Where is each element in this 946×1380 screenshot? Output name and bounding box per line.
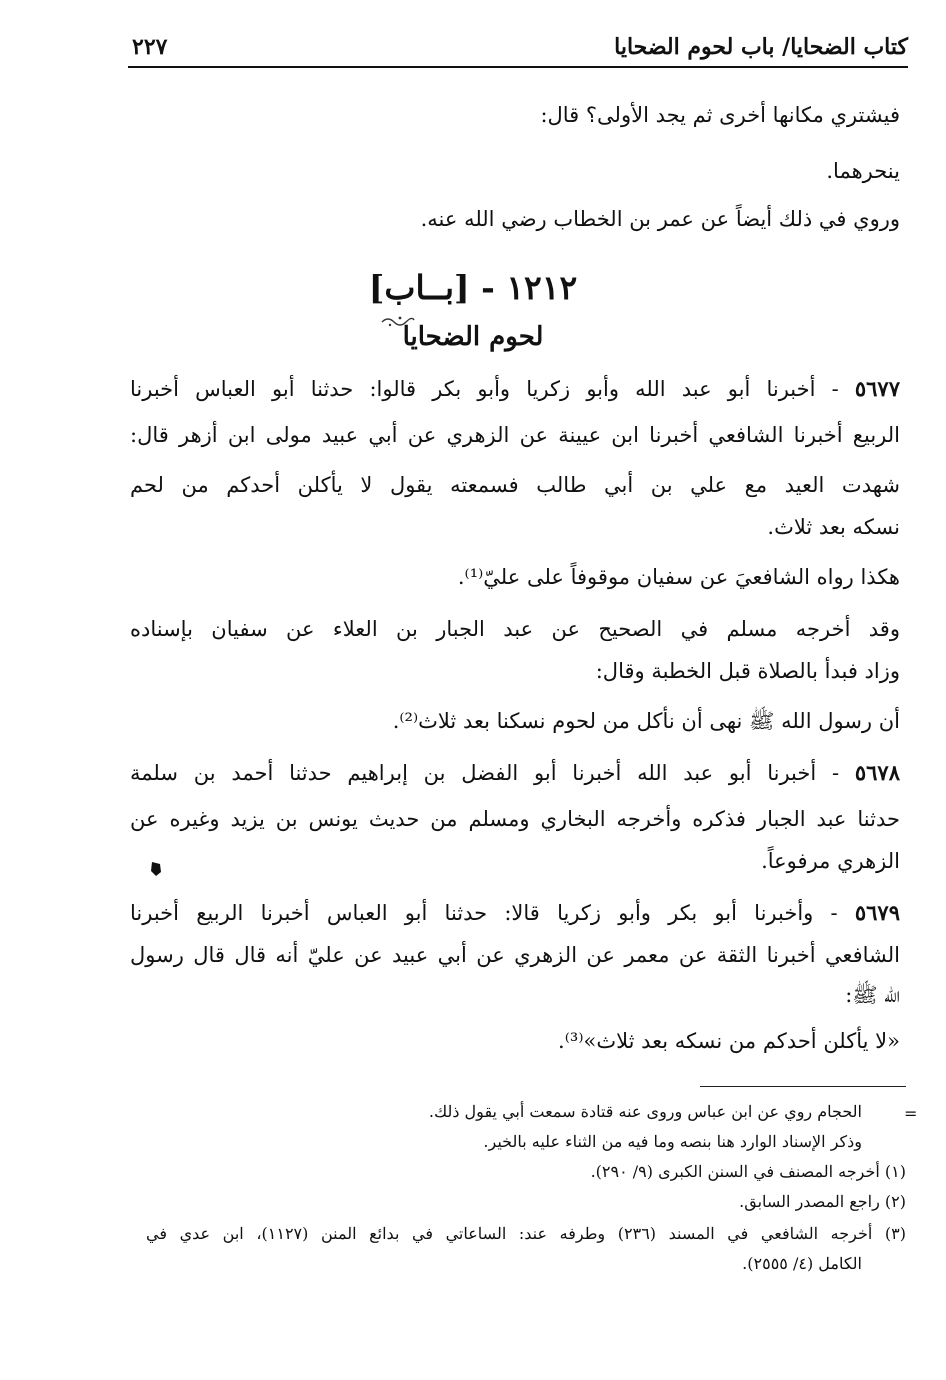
hadith-5678-line-1 [130, 758, 900, 788]
hadith-line: هكذا رواه الشافعيَ عن سفيان موقوفاً على عليّ⁽¹⁾. [457, 565, 900, 589]
hadith-line: شهدت العيد مع علي بن أبي طالب فسمعته يقول لا يأكلن أحدكم من لحم [130, 473, 900, 497]
footnote-divider [700, 1086, 906, 1087]
running-title: كتاب الضحايا/ باب لحوم الضحايا [614, 34, 908, 60]
ink-blot [148, 860, 164, 878]
footnote-text: راجع المصدر السابق. [739, 1192, 880, 1211]
chapter-title: لحوم الضحايا [402, 322, 544, 352]
continuation-line: وروي في ذلك أيضاً عن عمر بن الخطاب رضي الله عنه. [420, 207, 900, 231]
hadith-number: ٥٦٧٧ [854, 376, 900, 401]
hadith-line: أن رسول الله ﷺ نهى أن نأكل من لحوم نسكنا بعد ثلاث⁽²⁾. [392, 709, 900, 733]
hadith-line: الربيع أخبرنا الشافعي أخبرنا ابن عيينة عن الزهري عن أبي عبيد مولى ابن أزهر قال: [130, 423, 900, 447]
footnote-marker: (١) [884, 1162, 906, 1181]
footnote-3 [146, 1222, 906, 1246]
footnote-marker: (٣) [884, 1224, 907, 1243]
footnote-text: أخرجه الشافعي في المسند (٢٣٦) وطرفه عند: الساعاتي في بدائع المنن (١١٢٧)، ابن عدي في [146, 1224, 873, 1243]
hadith-number: ٥٦٧٩ [854, 900, 900, 925]
footnote-continuation-marker: = [904, 1104, 918, 1123]
footnote-marker: (٢) [884, 1192, 906, 1211]
hadith-text: - أخبرنا أبو عبد الله أخبرنا أبو الفضل بن إبراهيم حدثنا أحمد بن سلمة [130, 761, 840, 785]
footnote-text: أخرجه المصنف في السنن الكبرى (٩/ ٢٩٠). [590, 1162, 880, 1181]
page-number: ٢٢٧ [132, 34, 168, 60]
hadith-line: «لا يأكلن أحدكم من نسكه بعد ثلاث»⁽³⁾. [558, 1029, 900, 1053]
hadith-text: - وأخبرنا أبو بكر وأبو زكريا قالا: حدثنا أبو العباس أخبرنا الربيع أخبرنا [130, 901, 838, 925]
chapter-number: ١٢١٢ - [بــاب] [368, 268, 578, 307]
hadith-text: - أخبرنا أبو عبد الله وأبو زكريا وأبو بكر قالوا: حدثنا أبو العباس أخبرنا [130, 377, 839, 401]
hadith-number: ٥٦٧٨ [854, 760, 900, 785]
hadith-line: وزاد فبدأ بالصلاة قبل الخطبة وقال: [595, 659, 900, 683]
footnote-1 [591, 1160, 906, 1184]
hadith-line: وقد أخرجه مسلم في الصحيح عن عبد الجبار بن العلاء عن سفيان بإسناده [130, 617, 900, 641]
hadith-line: الله ﷺ: [845, 983, 900, 1007]
continuation-line: ينحرهما. [826, 159, 900, 183]
hadith-line: الزهري مرفوعاً. [761, 849, 900, 873]
footnote-continuation-line: الحجام روي عن ابن عباس وروى عنه قتادة سمعت أبي يقول ذلك. [428, 1102, 862, 1121]
page-header [128, 30, 908, 68]
hadith-5679-line-1 [130, 898, 900, 928]
footnote-2 [739, 1190, 906, 1214]
hadith-5677-line-1 [130, 374, 900, 404]
hadith-line: نسكه بعد ثلاث. [767, 515, 900, 539]
hadith-line: حدثنا عبد الجبار فذكره وأخرجه البخاري ومسلم من حديث يونس بن يزيد وغيره عن [130, 807, 900, 831]
footnote-continuation-line: وذكر الإسناد الوارد هنا بنصه وما فيه من الثناء عليه بالخير. [483, 1132, 862, 1151]
footnote-3-continuation: الكامل (٤/ ٢٥٥٥). [742, 1254, 862, 1273]
hadith-line: الشافعي أخبرنا الثقة عن معمر عن الزهري عن أبي عبيد عن عليّ أنه قال قال رسول [130, 943, 900, 967]
continuation-line: فيشتري مكانها أخرى ثم يجد الأولى؟ قال: [540, 103, 900, 127]
